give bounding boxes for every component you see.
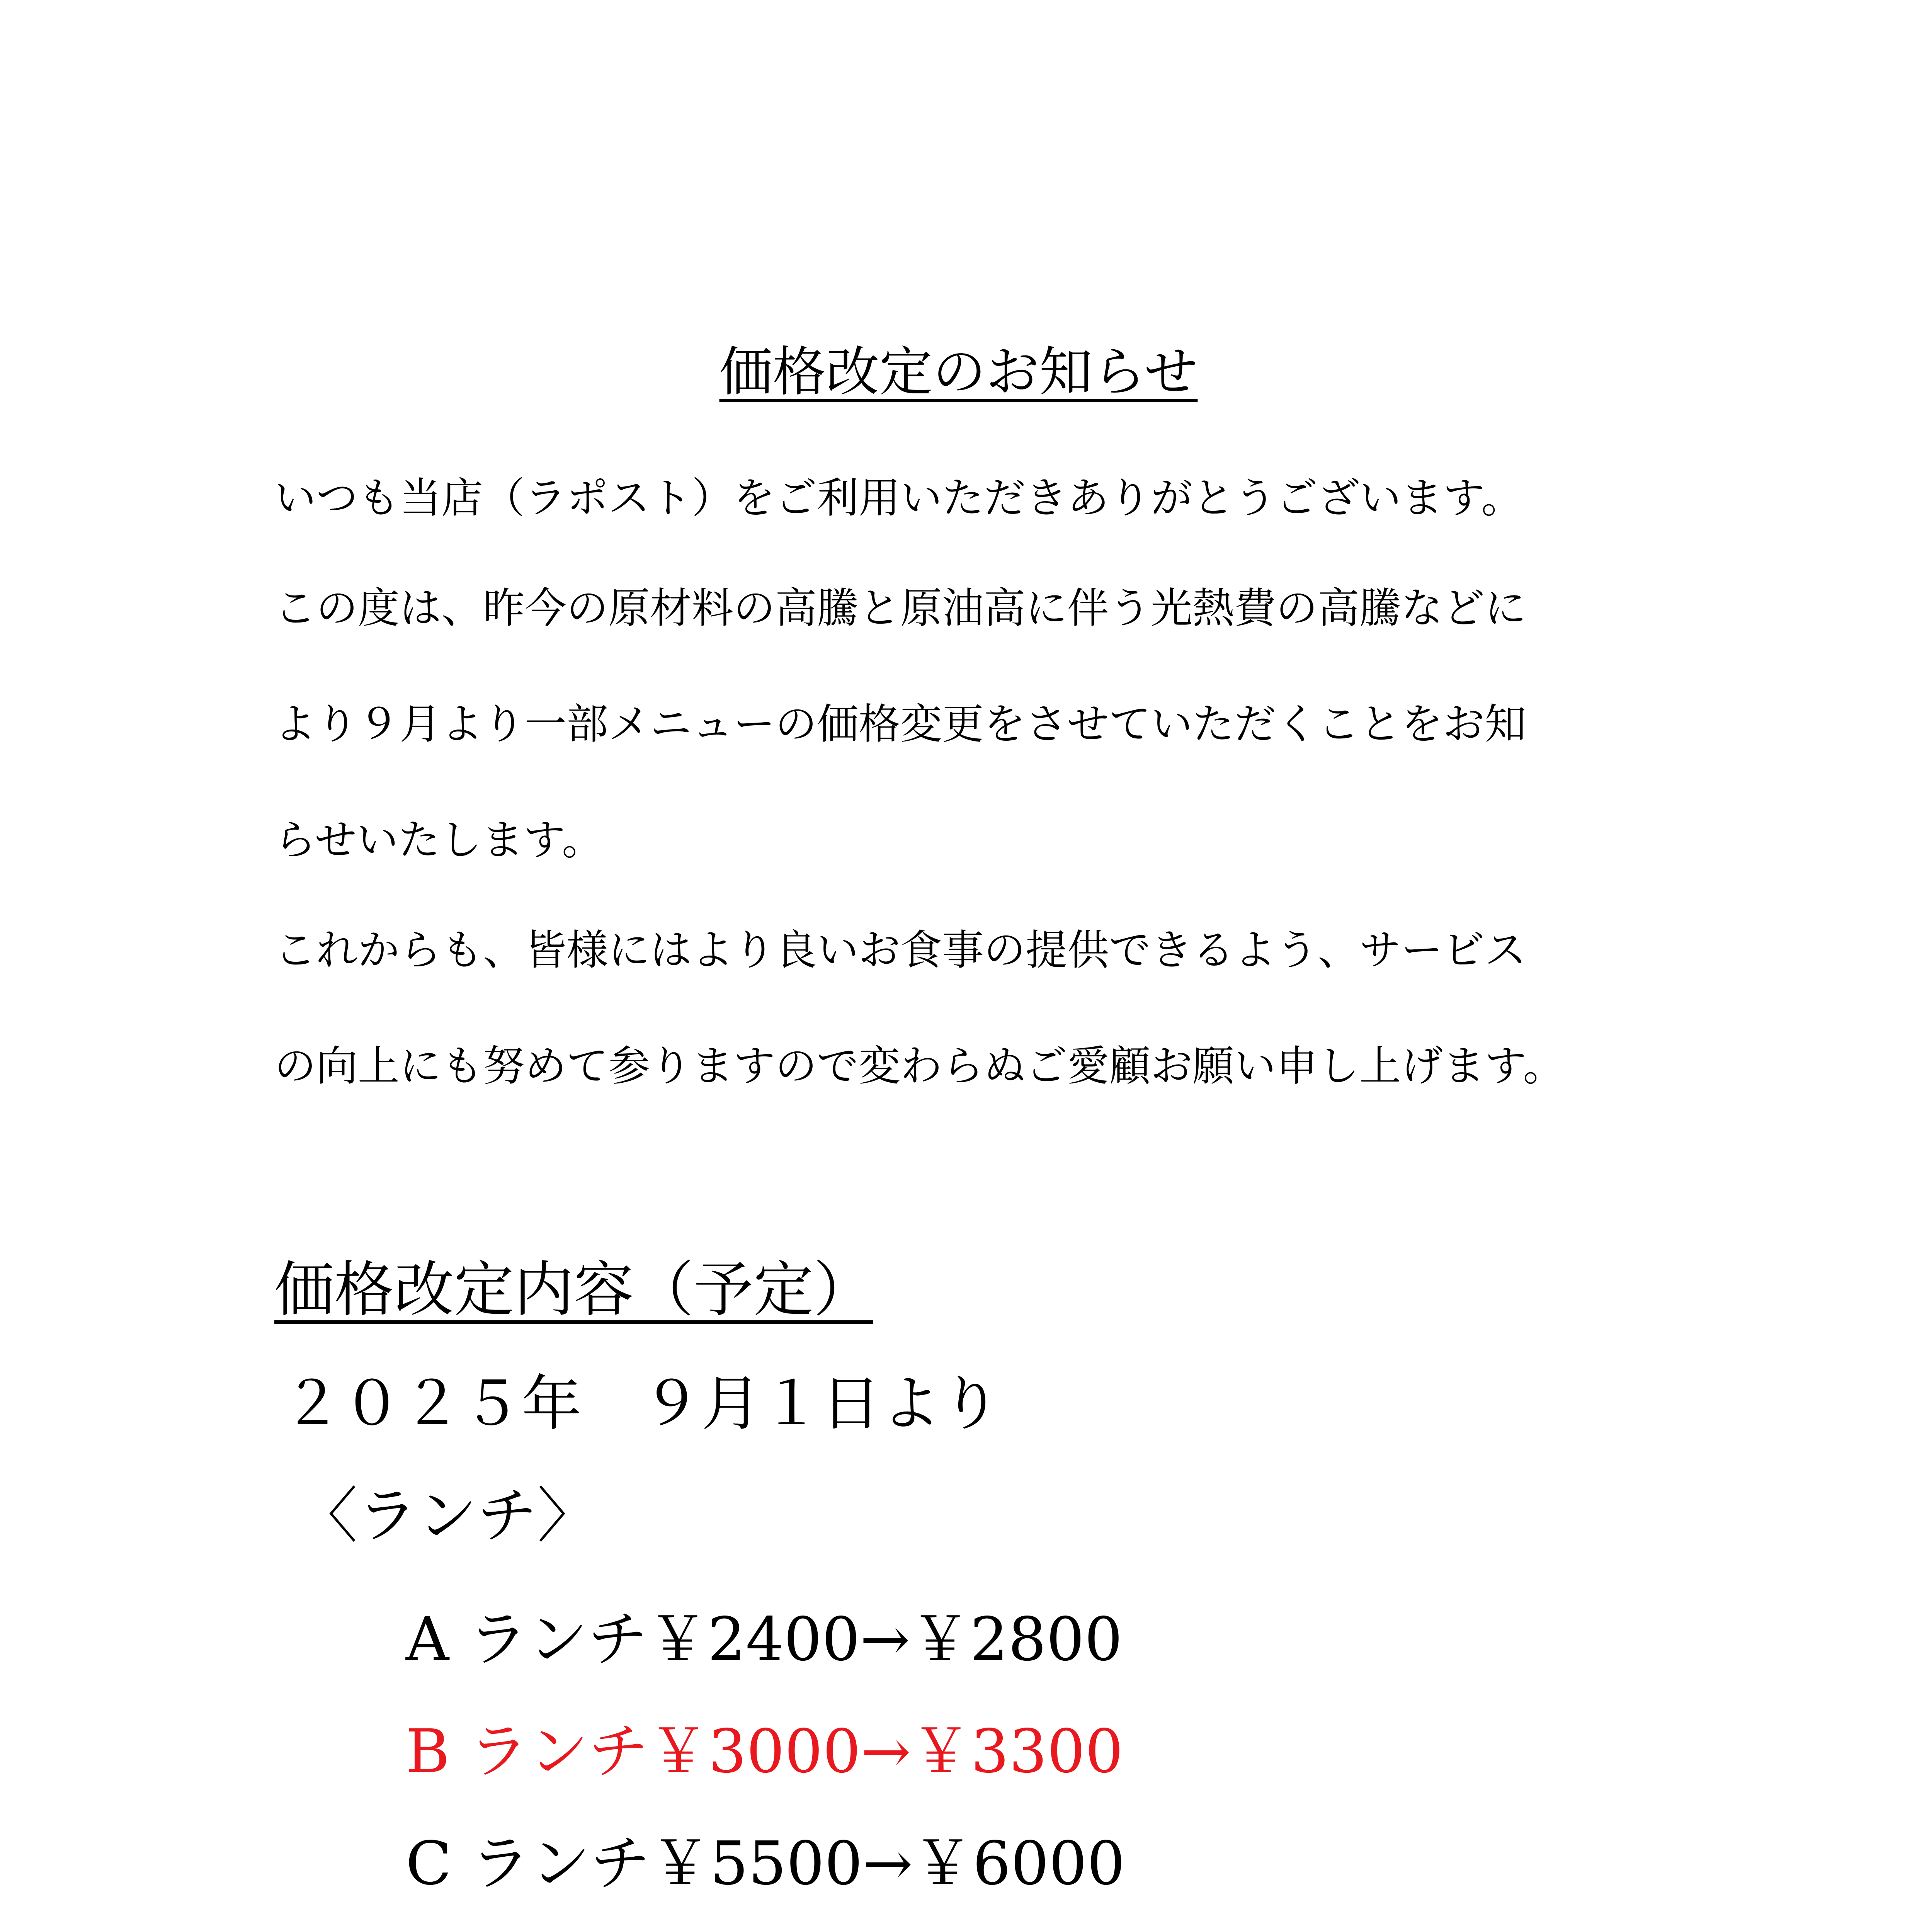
lunch-item-b: B ランチ￥3000→￥3300 (406, 1716, 1123, 1786)
notice-title: 価格改定のお知らせ (719, 341, 1198, 403)
notice-paragraph-line: より９月より一部メニューの価格変更をさせていただくことをお知 (274, 700, 1527, 748)
notice-paragraph-line: この度は、昨今の原材料の高騰と原油高に伴う光熱費の高騰などに (274, 584, 1527, 633)
effective-date: ２０２５年 ９月１日より (282, 1369, 1001, 1439)
notice-paragraph-line: らせいたします。 (274, 816, 604, 864)
notice-paragraph-line: の向上にも努めて参りますので変わらぬご愛顧お願い申し上げます。 (274, 1042, 1565, 1090)
lunch-item-a: A ランチ￥2400→￥2800 (406, 1604, 1123, 1674)
revision-heading: 価格改定内容（予定） (274, 1255, 873, 1325)
notice-paragraph-line: これからも、皆様にはより良いお食事の提供できるよう、サービス (274, 926, 1527, 975)
lunch-item-c: C ランチ￥5500→￥6000 (406, 1828, 1125, 1898)
lunch-label: 〈ランチ〉 (298, 1481, 597, 1551)
notice-paragraph-line: いつも当店（ラポスト）をご利用いただきありがとうございます。 (274, 474, 1523, 522)
